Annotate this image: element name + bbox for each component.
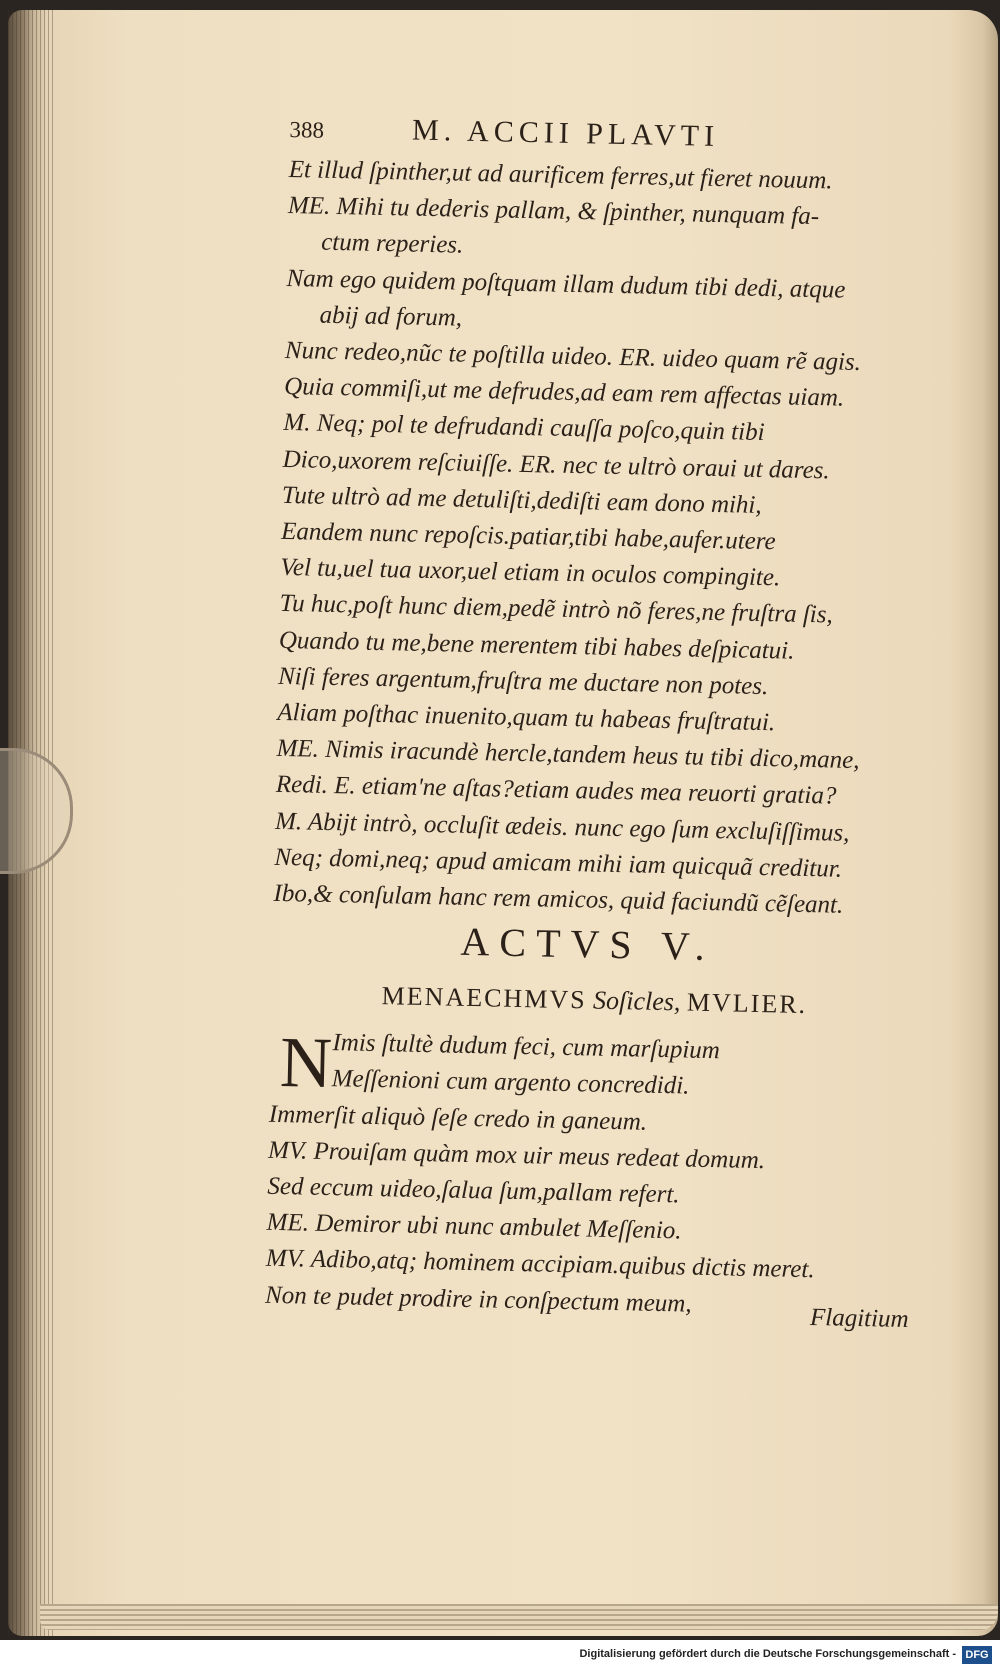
text-line: Eandem nunc repoſcis.patiar,tibi habe,aufer.utere: [280, 517, 776, 556]
text-line: Meſſenioni cum argento concredidi.: [331, 1065, 690, 1101]
text-block-after-act: [265, 1024, 941, 1328]
text-line: ME. Nimis iracundè hercle,tandem heus tu tibi dico,mane,: [276, 735, 860, 775]
running-title: M. ACCII PLAVTI: [411, 113, 720, 153]
text-line: Nunc redeo,nũc te poſtilla uideo. ER. uideo quam rẽ agis.: [284, 336, 862, 377]
page-number: 388: [289, 116, 325, 143]
text-line: M. Neq; pol te defrudandi cauſſa poſco,quin tibi: [283, 409, 765, 447]
text-line: MV. Prouiſam quàm mox uir meus redeat domum.: [267, 1136, 766, 1175]
text-line: ME. Demiror ubi nunc ambulet Meſſenio.: [266, 1209, 682, 1245]
footer-bar: [0, 1640, 1000, 1672]
page-text: [265, 110, 960, 1328]
page-bottom-edges: [40, 1604, 998, 1630]
text-line: Sed eccum uideo,ſalua ſum,pallam refert.: [267, 1172, 680, 1209]
text-line: Neq; domi,neq; apud amicam mihi iam quicquã creditur.: [274, 843, 843, 883]
footer-credit: Digitalisierung gefördert durch die Deutsche Forschungsgemeinschaft -: [579, 1648, 956, 1660]
text-line: Ibo,& conſulam hanc rem amicos, quid faciundũ cẽſeant.: [273, 879, 844, 919]
text-line: Vel tu,uel tua uxor,uel etiam in oculos compingite.: [280, 554, 781, 592]
text-line: Tute ultrò ad me detuliſti,dediſti eam dono mihi,: [281, 481, 762, 519]
text-line: abij ad forum,: [319, 301, 463, 332]
text-line: Quia commiſi,ut me defrudes,ad eam rem affectas uiam.: [283, 373, 845, 412]
text-line: Redi. E. etiam'ne aſtas?etiam audes mea reuorti gratia?: [275, 771, 837, 811]
scene-heading-part1: MENAECHMVS: [381, 981, 587, 1015]
text-line: ME. Mihi tu dederis pallam, & ſpinther, nunquam fa-: [287, 192, 820, 231]
text-line: Non te pudet prodire in conſpectum meum,: [264, 1281, 692, 1318]
text-line: Niſi feres argentum,fruſtra me ductare non potes.: [277, 662, 769, 700]
text-line: MV. Adibo,atq; hominem accipiam.quibus dictis meret.: [265, 1245, 815, 1284]
scene-heading-part3: MVLIER.: [686, 987, 808, 1020]
text-line: Dico,uxorem reſciuiſſe. ER. nec te ultrò oraui ut dares.: [282, 445, 830, 485]
act-title: ACTVS V.: [460, 919, 716, 970]
text-line: Et illud ſpinther,ut ad aurificem ferres,ut fieret nouum.: [288, 155, 833, 195]
scene-heading-part2: Soſicles,: [592, 985, 681, 1017]
text-line: Imis ſtultè dudum feci, cum marſupium: [332, 1029, 721, 1065]
text-line: M. Abijt intrò, occluſit ædeis. nunc ego ſum excluſiſſimus,: [274, 807, 850, 847]
text-line: Quando tu me,bene merentem tibi habes deſpicatui.: [278, 626, 795, 665]
text-line: Nam ego quidem poſtquam illam dudum tibi dedi, atque: [286, 264, 846, 304]
text-line: ctum reperies.: [320, 229, 464, 260]
catchword: Flagitium: [809, 1303, 909, 1334]
text-line: Aliam poſthac inuenito,quam tu habeas fruſtratui.: [277, 698, 776, 737]
text-line: Tu huc,poſt hunc diem,pedẽ intrò nõ feres,ne fruſtra ſis,: [279, 590, 834, 629]
drop-cap: N: [279, 1022, 333, 1104]
text-line: Immerſit aliquò ſeſe credo in ganeum.: [268, 1100, 648, 1136]
dfg-logo-icon: DFG: [962, 1646, 992, 1664]
text-block-before-act: [273, 152, 959, 926]
